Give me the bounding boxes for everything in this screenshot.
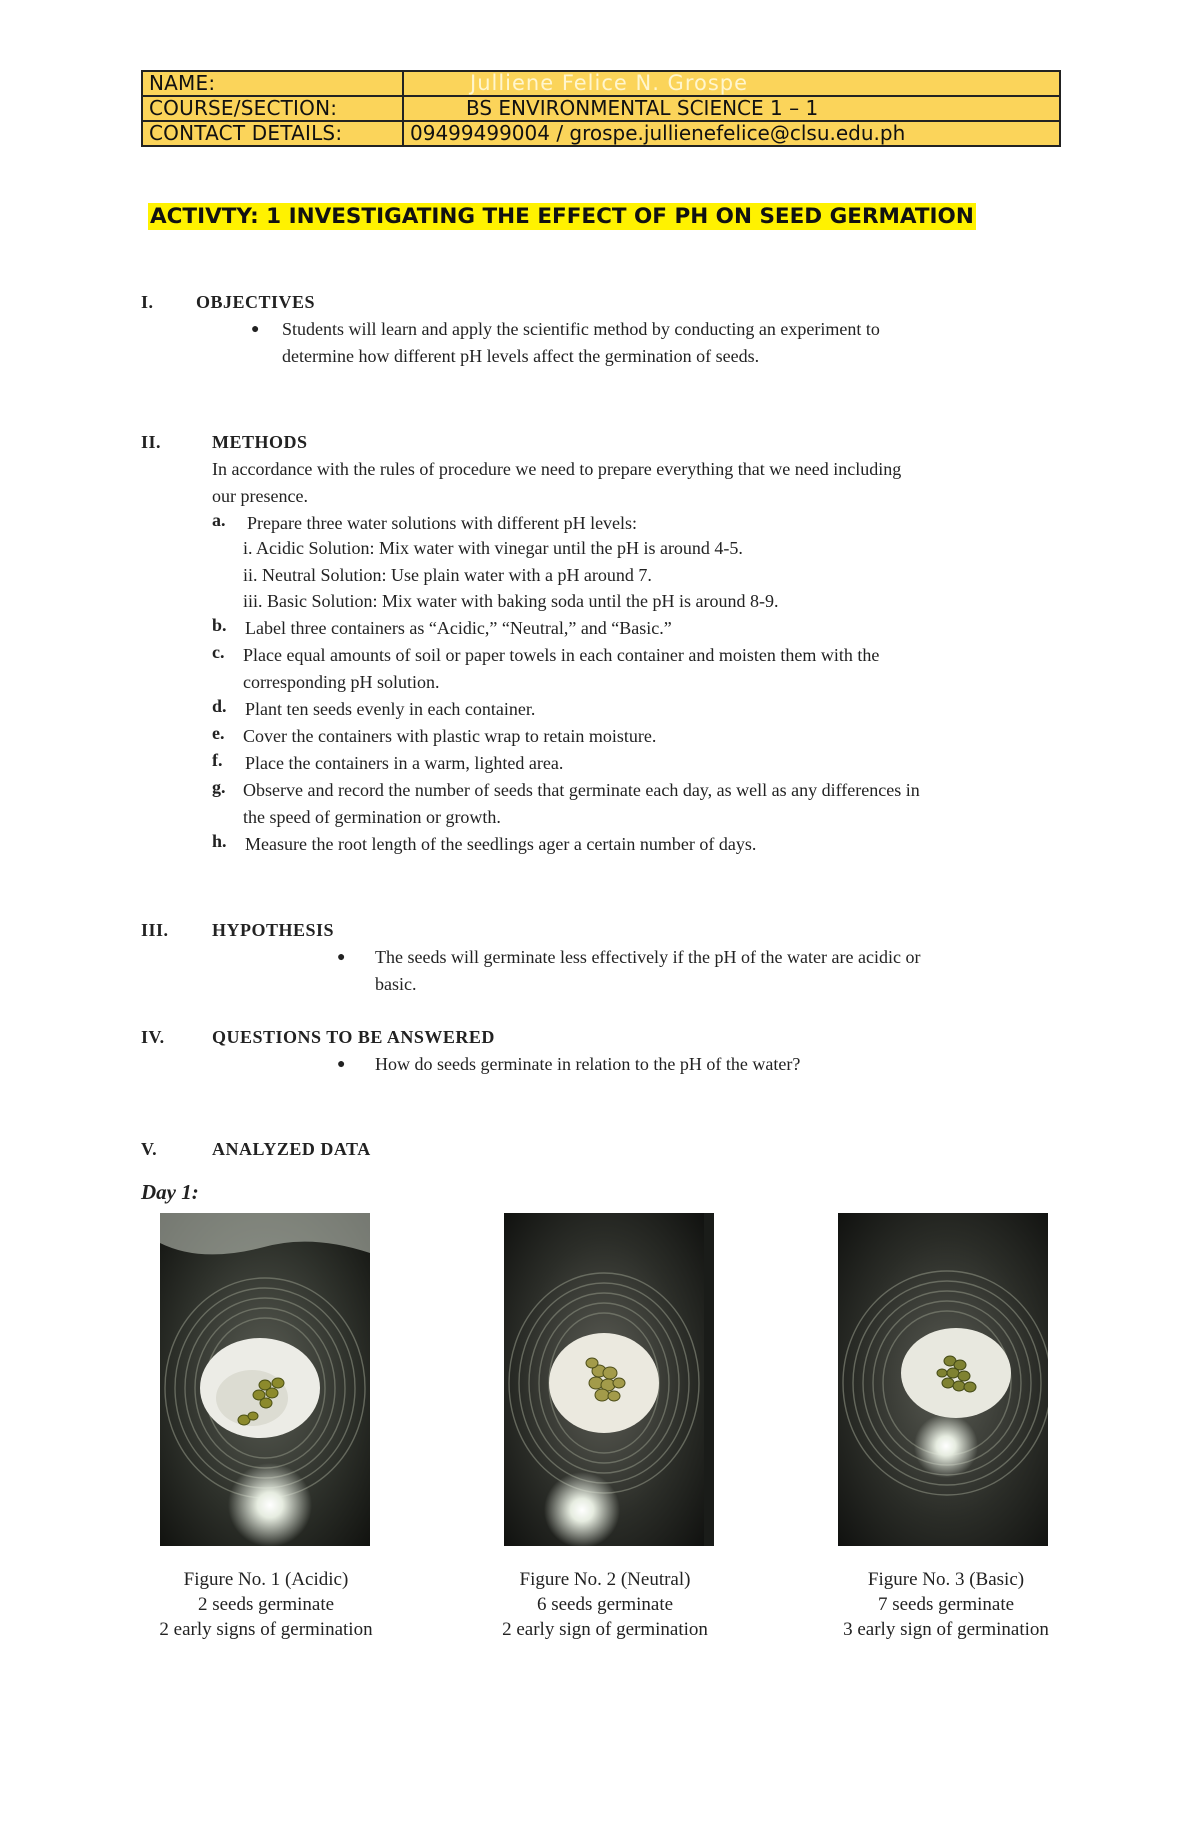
neutral-photo — [504, 1213, 714, 1546]
step-a-letter: a. — [212, 510, 226, 530]
objectives-number: I. — [141, 292, 154, 312]
course-row — [142, 96, 1060, 121]
hypothesis-bullet: ● — [337, 950, 346, 965]
questions-heading: QUESTIONS TO BE ANSWERED — [212, 1027, 495, 1047]
methods-intro-line2: our presence. — [212, 486, 308, 506]
questions-number: IV. — [141, 1027, 165, 1047]
basic-photo — [838, 1213, 1048, 1546]
activity-title: ACTIVTY: 1 INVESTIGATING THE EFFECT OF PH ON SEED GERMATION — [150, 204, 974, 229]
substep-neutral: ii. Neutral Solution: Use plain water with a pH around 7. — [243, 565, 652, 585]
step-b-text: Label three containers as “Acidic,” “Neutral,” and “Basic.” — [245, 618, 672, 638]
name-value: Julliene Felice N. Grospe — [403, 71, 1060, 96]
hypothesis-number: III. — [141, 920, 169, 940]
analyzed-heading: ANALYZED DATA — [212, 1139, 371, 1159]
contact-row — [142, 121, 1060, 146]
step-g-letter: g. — [212, 777, 226, 797]
contact-value: 09499499004 / grospe.jullienefelice@clsu.edu.ph — [403, 121, 1060, 146]
step-f-text: Place the containers in a warm, lighted area. — [245, 753, 564, 773]
acidic-photo — [160, 1213, 370, 1546]
objectives-text-line1: Students will learn and apply the scientific method by conducting an experiment to — [282, 319, 880, 339]
step-g-text-line1: Observe and record the number of seeds that germinate each day, as well as any differences in — [243, 780, 920, 800]
figure-2-caption — [445, 1567, 765, 1642]
questions-bullet: ● — [337, 1057, 346, 1072]
figure-2-germinated: 6 seeds germinate — [536, 1594, 674, 1615]
figure-3-title: Figure No. 3 (Basic) — [867, 1569, 1025, 1590]
step-a-text: Prepare three water solutions with different pH levels: — [247, 513, 638, 533]
hypothesis-heading: HYPOTHESIS — [212, 920, 335, 940]
day-label: Day 1: — [141, 1180, 199, 1204]
hypothesis-text-line2: basic. — [375, 974, 417, 994]
step-c-text-line2: corresponding pH solution. — [243, 672, 440, 692]
figure-1-germinated: 2 seeds germinate — [197, 1594, 335, 1615]
step-b-letter: b. — [212, 615, 227, 635]
figure-3-early: 3 early sign of germination — [843, 1619, 1049, 1640]
substep-acidic: i. Acidic Solution: Mix water with vinegar until the pH is around 4-5. — [243, 538, 743, 558]
figure-3-caption — [786, 1567, 1106, 1642]
objectives-bullet: ● — [251, 322, 260, 337]
figure-1-early: 2 early signs of germination — [159, 1619, 373, 1640]
step-f-letter: f. — [212, 750, 223, 770]
figure-2-title: Figure No. 2 (Neutral) — [519, 1569, 691, 1590]
questions-text: How do seeds germinate in relation to the pH of the water? — [375, 1054, 801, 1074]
step-d-text: Plant ten seeds evenly in each container. — [245, 699, 536, 719]
step-h-letter: h. — [212, 831, 227, 851]
hypothesis-text-line1: The seeds will germinate less effectively if the pH of the water are acidic or — [375, 947, 921, 967]
step-c-text-line1: Place equal amounts of soil or paper towels in each container and moisten them with the — [243, 645, 880, 665]
student-info-table — [141, 70, 1061, 147]
step-d-letter: d. — [212, 696, 227, 716]
objectives-heading: OBJECTIVES — [196, 292, 316, 312]
figure-3-germinated: 7 seeds germinate — [877, 1594, 1015, 1615]
basic-photo-image — [838, 1213, 1048, 1546]
course-label: COURSE/SECTION: — [142, 96, 403, 121]
figure-1-title: Figure No. 1 (Acidic) — [183, 1569, 349, 1590]
step-c-letter: c. — [212, 642, 225, 662]
substep-basic: iii. Basic Solution: Mix water with baking soda until the pH is around 8-9. — [243, 591, 779, 611]
acidic-photo-image — [160, 1213, 370, 1546]
figure-2-early: 2 early sign of germination — [502, 1619, 708, 1640]
methods-heading: METHODS — [212, 432, 308, 452]
step-h-text: Measure the root length of the seedlings ager a certain number of days. — [245, 834, 757, 854]
step-e-text: Cover the containers with plastic wrap to retain moisture. — [243, 726, 657, 746]
step-g-text-line2: the speed of germination or growth. — [243, 807, 501, 827]
methods-intro-line1: In accordance with the rules of procedure we need to prepare everything that we need including — [212, 459, 902, 479]
analyzed-number: V. — [141, 1139, 158, 1159]
objectives-text-line2: determine how different pH levels affect the germination of seeds. — [282, 346, 760, 366]
course-value: BS ENVIRONMENTAL SCIENCE 1 – 1 — [403, 96, 1060, 121]
step-e-letter: e. — [212, 723, 225, 743]
name-row — [142, 71, 1060, 96]
contact-label: CONTACT DETAILS: — [142, 121, 403, 146]
name-label: NAME: — [142, 71, 403, 96]
neutral-photo-image — [504, 1213, 704, 1546]
methods-number: II. — [141, 432, 162, 452]
figure-1-caption — [106, 1567, 426, 1642]
